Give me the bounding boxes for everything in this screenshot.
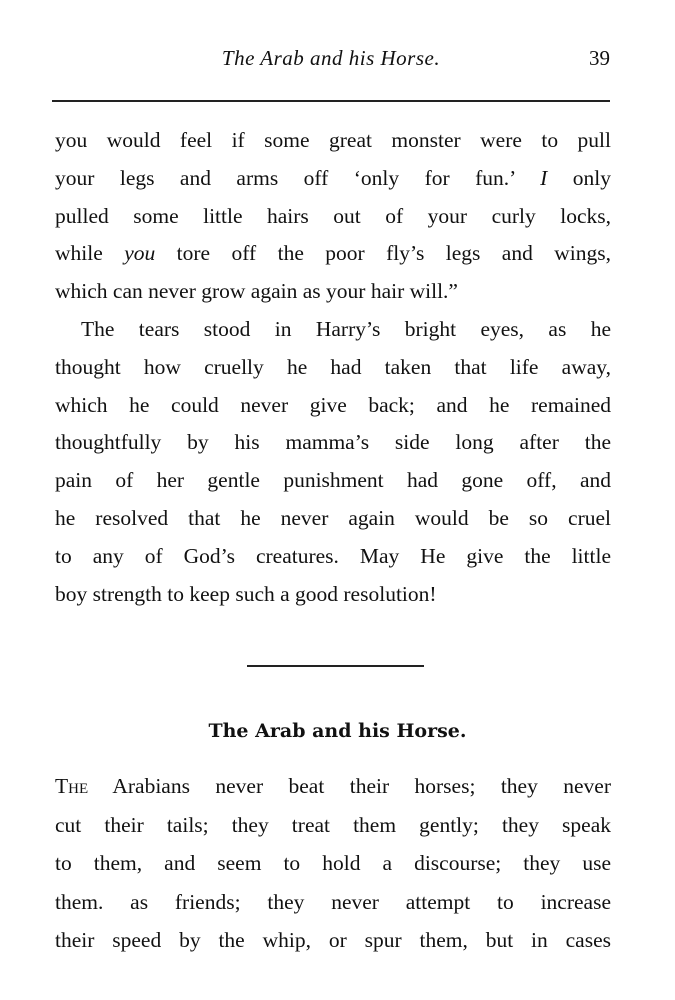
text-line: cut their tails; they treat them gently; they speak	[55, 812, 611, 837]
section-title: The Arab and his Horse.	[208, 720, 467, 742]
text-line: which he could never give back; and he remained	[55, 392, 611, 417]
emphasis: you	[124, 241, 156, 266]
text-line: their speed by the whip, or spur them, but in cases	[55, 928, 611, 952]
text-line: thought how cruelly he had taken that life away,	[55, 354, 611, 379]
story-text	[55, 122, 611, 613]
header-rule	[52, 100, 610, 102]
text-line: your legs and arms off ‘only for fun.’ I only	[55, 165, 612, 190]
text-line: while you tore off the poor fly’s legs and wings,	[55, 241, 611, 266]
text-line: to any of God’s creatures. May He give the little	[55, 543, 611, 568]
running-title: The Arab and his Horse.	[221, 46, 441, 70]
text-line: The Arabians never beat their horses; they never	[55, 774, 611, 798]
section-text	[55, 768, 611, 961]
text-line: The tears stood in Harry’s bright eyes, as he	[81, 316, 611, 341]
text-line: which can never grow again as your hair will.”	[55, 279, 458, 304]
page-header	[52, 46, 610, 76]
text-line: them. as friends; they never attempt to increase	[55, 889, 611, 914]
text-line: pulled some little hairs out of your curly locks,	[55, 203, 611, 228]
section-divider	[247, 665, 424, 667]
page-number: 39	[589, 46, 610, 70]
text-line: you would feel if some great monster were to pull	[55, 128, 611, 152]
emphasis: I	[540, 165, 548, 190]
text-line: to them, and seem to hold a discourse; they use	[55, 851, 611, 875]
drop-word: The	[55, 774, 89, 798]
text-line: thoughtfully by his mamma’s side long after the	[55, 430, 611, 455]
text-line: he resolved that he never again would be so cruel	[55, 505, 611, 530]
text-line: pain of her gentle punishment had gone off, and	[55, 468, 611, 493]
text-line: boy strength to keep such a good resolution!	[55, 581, 437, 606]
